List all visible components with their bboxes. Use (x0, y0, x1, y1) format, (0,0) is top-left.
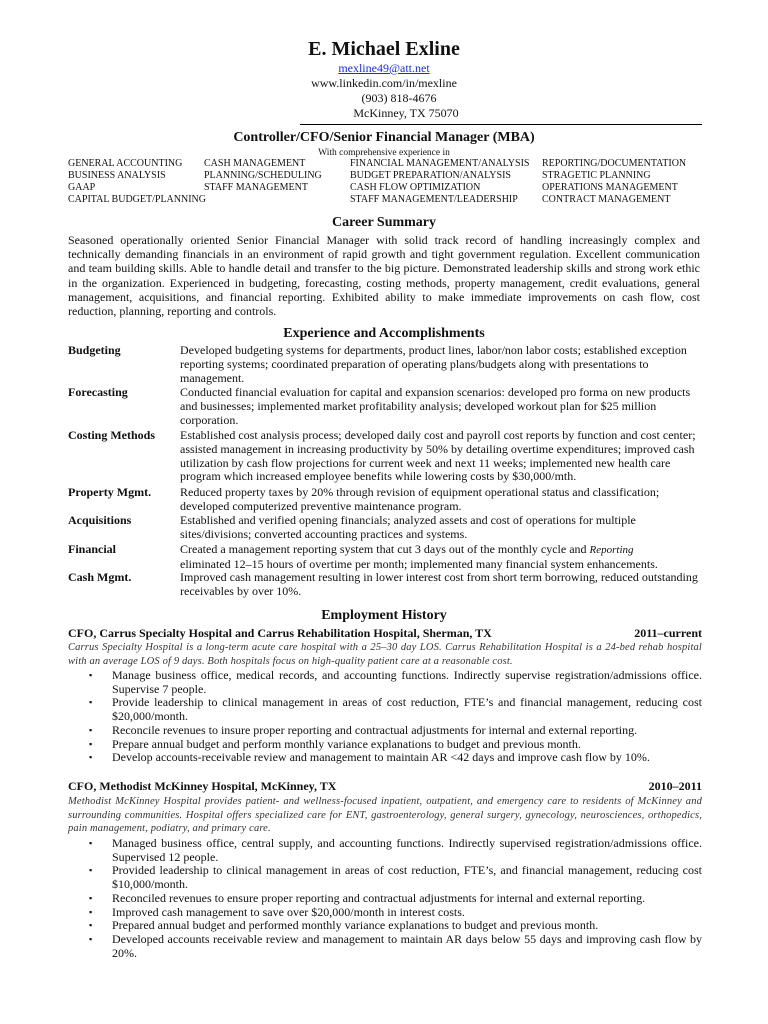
job-bullets (68, 669, 702, 765)
header-divider (300, 124, 702, 125)
skill-item: OPERATIONS MANAGEMENT (542, 182, 678, 193)
skill-item: BUSINESS ANALYSIS (68, 170, 166, 181)
linkedin-url: www.linkedin.com/in/mexline (311, 76, 457, 90)
skill-item: CASH FLOW OPTIMIZATION (350, 182, 481, 193)
experience-label: Costing Methods (68, 428, 156, 442)
skill-item: GENERAL ACCOUNTING (68, 158, 183, 169)
skill-item: STAFF MANAGEMENT/LEADERSHIP (350, 194, 518, 205)
experience-label: Cash Mgmt. (68, 570, 132, 584)
skills-column-2 (204, 158, 322, 194)
skill-item: PLANNING/SCHEDULING (204, 170, 322, 181)
list-item: ▪ Developed accounts receivable review and management to maintain AR days below 55 days and improving cash flow by 20%. (68, 933, 702, 960)
skill-item: BUDGET PREPARATION/ANALYSIS (350, 170, 511, 181)
location: McKinney, TX 75070 (353, 106, 459, 120)
reporting-note: Reporting (589, 544, 634, 556)
career-summary-text: Seasoned operationally oriented Senior Financial Manager with solid track record of handling increasingly complex and technically demanding financials in an environment of rapid growth and tight government regulation. Excellent communication and team building skills. Able to handle detail and transfer to the big picture. Demonstrated leadership skills and strong work ethic in the organization. Experienced in budgeting, forecasting, costing methods, property management, credit evaluations, general management, acquisitions, and financial reporting. Exhibited ability to make immediate improvements on cash flow, cost reduction, planning, reporting and controls. (68, 233, 700, 319)
career-summary-heading: Career Summary (331, 215, 437, 230)
list-item: ▪ Managed business office, central supply, and accounting functions. Indirectly supervised registration/admissions office. Supervised 12 people. (68, 837, 702, 864)
experience-text-part: eliminated 12–15 hours of overtime per month; implemented many financial system enhancements. (180, 556, 658, 571)
skill-item: REPORTING/DOCUMENTATION (542, 158, 687, 169)
job-bullets (68, 837, 702, 960)
list-item: ▪ Prepared annual budget and performed monthly variance explanations to budget and previous month. (68, 919, 702, 933)
experience-intro: With comprehensive experience in (318, 148, 450, 158)
experience-text-part: Created a management reporting system that cut 3 days out of the monthly cycle and (180, 542, 587, 556)
list-item: ▪ Provided leadership to clinical management in areas of cost reduction, FTE’s, and financial management, reducing cost $10,000/month. (68, 864, 702, 891)
employment-heading: Employment History (321, 608, 447, 623)
job-dates: 2010–2011 (648, 779, 702, 793)
experience-text (180, 543, 702, 572)
list-item: ▪ Develop accounts-receivable review and management to maintain AR <42 days and improve cash flow by 10%. (68, 751, 702, 765)
experience-heading: Experience and Accomplishments (283, 326, 485, 341)
experience-text: Established and verified opening financials; analyzed assets and cost of operations for multiple sites/divisions; converted accounting practices and systems. (180, 513, 636, 541)
contact-email-line (0, 61, 768, 75)
experience-text: Conducted financial evaluation for capital and expansion scenarios: developed pro forma on new products and businesses; implemented market profitability analysis; developed workout plan for $25 million corporation. (180, 385, 691, 427)
skill-item: FINANCIAL MANAGEMENT/ANALYSIS (350, 158, 530, 169)
skill-item: GAAP (68, 182, 96, 193)
skills-column-3 (350, 158, 529, 206)
list-item: ▪ Reconciled revenues to ensure proper reporting and contractual adjustments for internal and external reporting. (68, 892, 702, 906)
job-title: CFO, Methodist McKinney Hospital, McKinney, TX (68, 779, 337, 793)
experience-label: Financial (68, 542, 117, 556)
experience-label: Forecasting (68, 385, 128, 399)
list-item: ▪ Reconcile revenues to insure proper reporting and contractual adjustments for internal and external reporting. (68, 724, 702, 738)
job-dates: 2011–current (634, 626, 702, 640)
job-title: CFO, Carrus Specialty Hospital and Carrus Rehabilitation Hospital, Sherman, TX (68, 626, 492, 640)
job-description: Carrus Specialty Hospital is a long-term acute care hospital with a 25–30 day LOS. Carrus Rehabilitation Hospital is a 24-bed rehab hospital with an average LOS of 9 days. Both hospitals focus on high-quality patient care at a reasonable cost. (68, 642, 702, 667)
experience-label: Budgeting (68, 343, 121, 357)
list-item: ▪ Prepare annual budget and perform monthly variance explanations to budget and previous month. (68, 738, 702, 752)
experience-text: Developed budgeting systems for departments, product lines, labor/non labor costs; established exception reporting systems; coordinated preparation of operating plans/budgets along with presentations to management. (180, 343, 687, 385)
experience-text: Improved cash management resulting in lower interest cost from short term borrowing, reduced outstanding receivables by over 10%. (180, 570, 698, 598)
skills-column-1 (68, 158, 206, 206)
candidate-name: E. Michael Exline (308, 38, 460, 60)
experience-label: Property Mgmt. (68, 485, 152, 499)
skill-item: CASH MANAGEMENT (204, 158, 306, 169)
skill-item: CONTRACT MANAGEMENT (542, 194, 671, 205)
list-item: ▪ Manage business office, medical records, and accounting functions. Indirectly supervise registration/admissions office. Supervise 7 people. (68, 669, 702, 696)
skills-column-4 (542, 158, 686, 206)
list-item: ▪ Provide leadership to clinical management in areas of cost reduction, FTE’s and financial management, reducing cost $20,000/month. (68, 696, 702, 723)
experience-text: Reduced property taxes by 20% through revision of equipment operational status and classification; developed computerized preventive maintenance program. (180, 485, 660, 513)
experience-label: Acquisitions (68, 513, 132, 527)
experience-text: Established cost analysis process; developed daily cost and payroll cost reports by function and cost center; assisted management in increasing productivity by 50% by detailing overtime expenditures; improved cash utilization by cash flow projections for current week and next 11 weeks; implemented new health care program which increased employee benefits while lowering costs by $30,000/mth. (180, 428, 696, 484)
email-link[interactable]: mexline49@att.net (338, 61, 430, 75)
skill-item: STAFF MANAGEMENT (204, 182, 308, 193)
list-item: ▪ Improved cash management to save over $20,000/month in interest costs. (68, 906, 702, 920)
skill-item: CAPITAL BUDGET/PLANNING (68, 194, 206, 205)
job-description: Methodist McKinney Hospital provides patient- and wellness-focused inpatient, outpatient, and emergency care to residents of McKinney and surrounding communities. Hospital offers specialized care for ENT, gastroenterology, general surgery, gynecology, neurosciences, orthopedics, pain management, podiatry, and primary care. (68, 796, 702, 835)
phone-number: (903) 818-4676 (361, 91, 437, 105)
professional-headline: Controller/CFO/Senior Financial Manager (MBA) (233, 130, 535, 145)
skill-item: STRAGETIC PLANNING (542, 170, 651, 181)
